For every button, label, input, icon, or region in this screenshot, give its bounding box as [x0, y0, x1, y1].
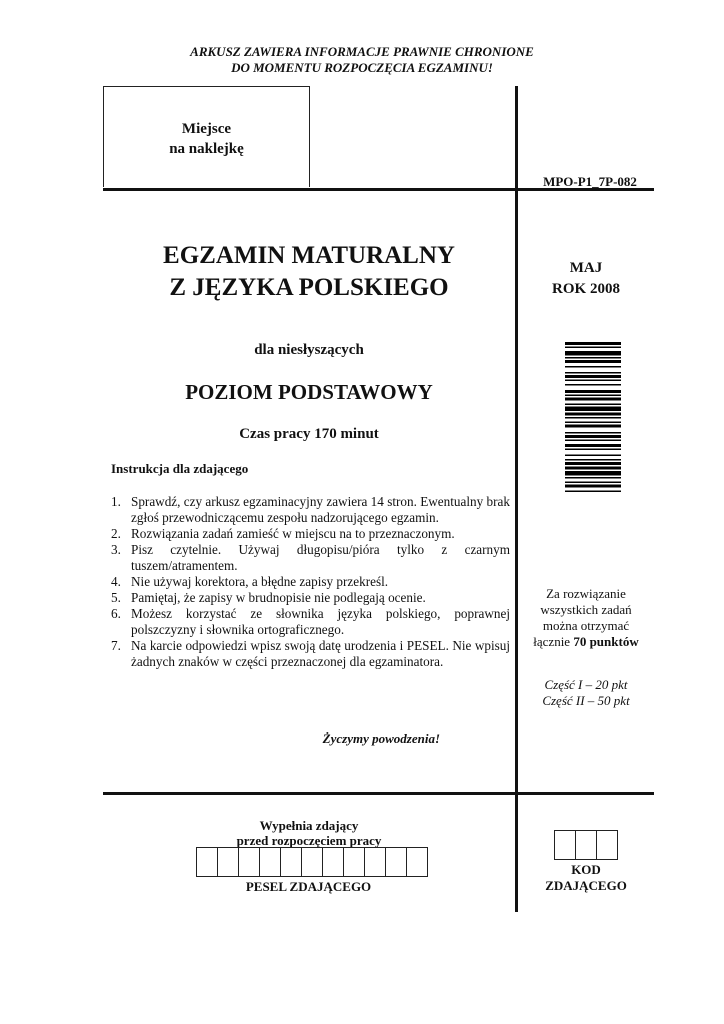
- instruction-number: 2.: [111, 526, 121, 541]
- pesel-digit-box[interactable]: [197, 848, 218, 876]
- kod-caption-line2: ZDAJĄCEGO: [545, 878, 627, 893]
- barcode-bar: [565, 372, 621, 374]
- barcode-bar: [565, 404, 621, 406]
- parts-info: [518, 677, 654, 709]
- exam-level: POZIOM PODSTAWOWY: [185, 380, 433, 404]
- barcode-bar: [565, 360, 621, 363]
- instruction-text: Sprawdź, czy arkusz egzaminacyjny zawiera 14 stron. Ewentualny brak zgłoś przewodniczącemu zespołu nadzorującego egzamin.: [131, 494, 510, 525]
- points-line4: [518, 634, 654, 650]
- instruction-item: [111, 638, 510, 670]
- pesel-input-grid[interactable]: [196, 847, 428, 877]
- exam-code: MPO-P1_7P-082: [543, 174, 637, 189]
- pesel-digit-box[interactable]: [386, 848, 407, 876]
- part-two-points: Część II – 50 pkt: [542, 693, 630, 708]
- pesel-caption: PESEL ZDAJĄCEGO: [245, 879, 372, 894]
- instruction-number: 7.: [111, 638, 121, 653]
- instruction-item: [111, 590, 510, 606]
- kod-digit-box[interactable]: [597, 831, 617, 859]
- barcode: [565, 342, 621, 546]
- instruction-item: [111, 606, 510, 638]
- instruction-text: Pisz czytelnie. Używaj długopisu/pióra tylko z czarnym tuszem/atramentem.: [131, 542, 510, 573]
- instruction-number: 3.: [111, 542, 121, 557]
- pesel-digit-box[interactable]: [365, 848, 386, 876]
- exam-duration: Czas pracy 170 minut: [239, 426, 379, 442]
- barcode-bar: [565, 459, 621, 461]
- bottom-divider: [103, 792, 654, 795]
- barcode-bar: [565, 462, 621, 465]
- barcode-bar: [565, 422, 621, 424]
- barcode-bar: [565, 471, 621, 476]
- instruction-item: [111, 574, 510, 590]
- exam-year: ROK 2008: [552, 281, 620, 297]
- part-one-points: Część I – 20 pkt: [544, 677, 628, 692]
- barcode-bar: [565, 413, 621, 416]
- barcode-bar: [565, 440, 621, 442]
- points-line2: wszystkich zadań: [540, 602, 632, 617]
- instruction-number: 4.: [111, 574, 121, 589]
- instruction-number: 6.: [111, 606, 121, 621]
- instruction-number: 1.: [111, 494, 121, 509]
- pesel-digit-box[interactable]: [260, 848, 281, 876]
- fill-instruction: [103, 818, 515, 848]
- pesel-digit-box[interactable]: [281, 848, 302, 876]
- points-info: [518, 586, 654, 650]
- kod-digit-box[interactable]: [576, 831, 597, 859]
- barcode-bar: [565, 455, 621, 457]
- barcode-bar: [565, 342, 621, 345]
- pesel-digit-box[interactable]: [218, 848, 239, 876]
- barcode-bar: [565, 417, 621, 419]
- points-line3: można otrzymać: [542, 618, 630, 633]
- barcode-bar: [565, 366, 621, 368]
- barcode-bar: [565, 467, 621, 470]
- barcode-bar: [565, 384, 621, 386]
- barcode-bar: [565, 351, 621, 356]
- audience-label: dla niesłyszących: [254, 342, 364, 358]
- vertical-divider: [515, 86, 518, 912]
- exam-month: MAJ: [569, 260, 603, 276]
- exam-title-line2: Z JĘZYKA POLSKIEGO: [169, 274, 449, 301]
- legal-notice: [0, 44, 724, 76]
- kod-digit-box[interactable]: [555, 831, 576, 859]
- exam-title-line1: EGZAMIN MATURALNY: [163, 242, 455, 269]
- pesel-digit-box[interactable]: [323, 848, 344, 876]
- fill-instruction-line2: przed rozpoczęciem pracy: [236, 833, 382, 848]
- legal-notice-line2: DO MOMENTU ROZPOCZĘCIA EGZAMINU!: [231, 60, 493, 75]
- fill-instruction-line1: Wypełnia zdający: [259, 818, 359, 833]
- pesel-digit-box[interactable]: [239, 848, 260, 876]
- barcode-bar: [565, 477, 621, 479]
- sticker-label-line2: na naklejkę: [169, 141, 244, 157]
- barcode-bar: [565, 395, 621, 397]
- barcode-bar: [565, 485, 621, 488]
- barcode-bar: [565, 398, 621, 401]
- pesel-digit-box[interactable]: [302, 848, 323, 876]
- instructions-list: [111, 494, 510, 670]
- points-prefix: łącznie: [533, 634, 574, 649]
- sticker-label-line1: Miejsce: [181, 121, 232, 137]
- good-luck-note: Życzymy powodzenia!: [322, 731, 440, 746]
- barcode-bar: [565, 435, 621, 438]
- instruction-item: [111, 494, 510, 526]
- instruction-item: [111, 526, 510, 542]
- instruction-text: Możesz korzystać ze słownika języka polskiego, poprawnej polszczyzny i słownika ortograficznego.: [131, 606, 510, 637]
- instruction-text: Pamiętaj, że zapisy w brudnopisie nie podlegają ocenie.: [131, 590, 426, 605]
- barcode-bar: [565, 380, 621, 382]
- barcode-bar: [565, 449, 621, 451]
- kod-caption-line1: KOD: [571, 862, 601, 877]
- barcode-bar: [565, 491, 621, 493]
- instruction-number: 5.: [111, 590, 121, 605]
- instructions-title: Instrukcja dla zdającego: [111, 461, 249, 476]
- exam-date: [518, 258, 654, 300]
- barcode-bar: [565, 407, 621, 412]
- sticker-label: [103, 119, 310, 159]
- points-line1: Za rozwiązanie: [546, 586, 626, 601]
- points-total: 70 punktów: [573, 634, 639, 649]
- kod-input-grid[interactable]: [554, 830, 618, 860]
- instruction-text: Na karcie odpowiedzi wpisz swoją datę urodzenia i PESEL. Nie wpisuj żadnych znaków w części przeznaczonej dla egzaminatora.: [131, 638, 510, 669]
- barcode-bar: [565, 390, 621, 393]
- barcode-bar: [565, 347, 621, 349]
- barcode-bar: [565, 375, 621, 378]
- pesel-digit-box[interactable]: [344, 848, 365, 876]
- legal-notice-line1: ARKUSZ ZAWIERA INFORMACJE PRAWNIE CHRONIONE: [190, 44, 534, 59]
- instruction-text: Nie używaj korektora, a błędne zapisy przekreśl.: [131, 574, 389, 589]
- barcode-bar: [565, 357, 621, 359]
- barcode-bar: [565, 425, 621, 428]
- kod-caption: [518, 862, 654, 894]
- barcode-bar: [565, 482, 621, 484]
- instruction-text: Rozwiązania zadań zamieść w miejscu na to przeznaczonym.: [131, 526, 455, 541]
- instruction-item: [111, 542, 510, 574]
- pesel-digit-box[interactable]: [407, 848, 427, 876]
- barcode-bar: [565, 444, 621, 447]
- exam-title: [103, 240, 515, 304]
- barcode-bar: [565, 432, 621, 434]
